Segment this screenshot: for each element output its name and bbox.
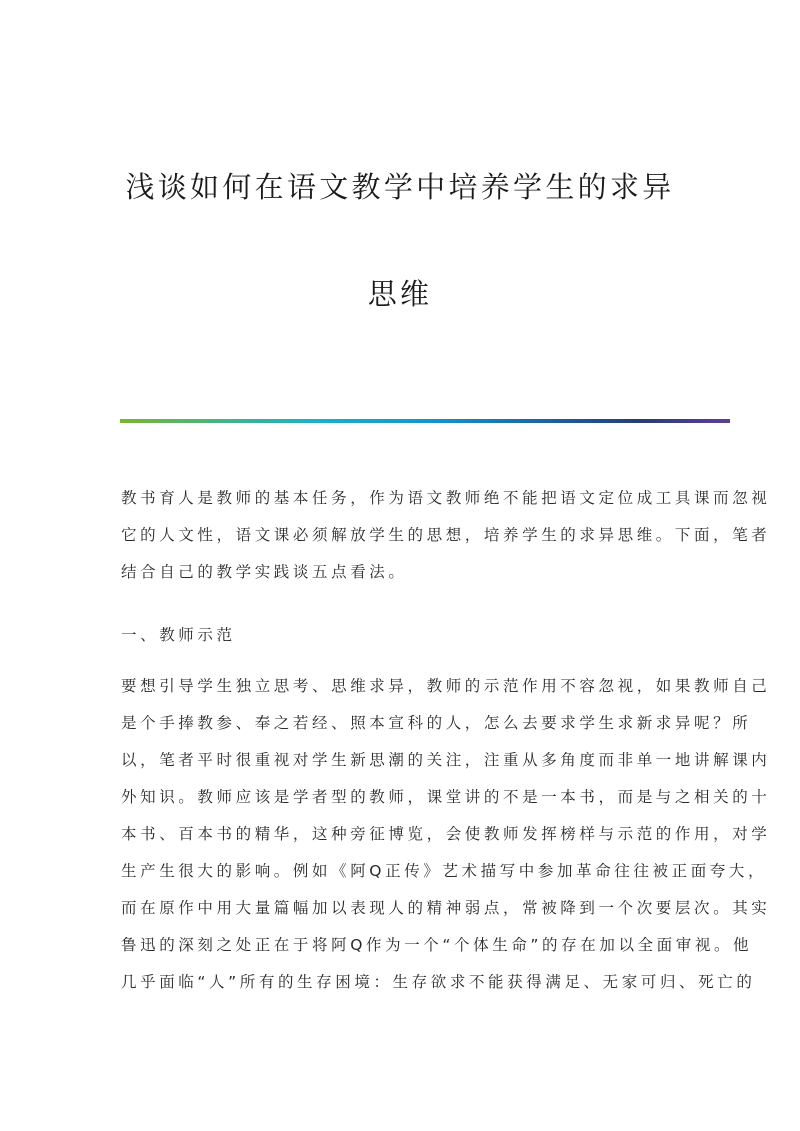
body-line: 以，笔者平时很重视对学生新思潮的关注，注重从多角度而非单一地讲解课内 bbox=[121, 751, 771, 769]
intro-line: 结合自己的教学实践谈五点看法。 bbox=[121, 563, 408, 581]
body-line: 鲁迅的深刻之处正在于将阿Q作为一个“个体生命”的存在加以全面审视。他 bbox=[121, 936, 753, 954]
body-line: 本书、百本书的精华，这种旁征博览，会使教师发挥榜样与示范的作用，对学 bbox=[121, 825, 771, 843]
body-line: 要想引导学生独立思考、思维求异，教师的示范作用不容忽视，如果教师自己 bbox=[121, 677, 771, 695]
gradient-divider bbox=[120, 419, 730, 423]
document-title-line-2: 思维 bbox=[367, 277, 433, 311]
body-line: 而在原作中用大量篇幅加以表现人的精神弱点，常被降到一个次要层次。其实 bbox=[121, 899, 771, 917]
intro-line: 教书育人是教师的基本任务，作为语文教师绝不能把语文定位成工具课而忽视 bbox=[121, 489, 771, 507]
body-line: 生产生很大的影响。例如《阿Q正传》艺术描写中参加革命往往被正面夸大， bbox=[121, 862, 768, 880]
intro-line: 它的人文性，语文课必须解放学生的思想，培养学生的求异思维。下面，笔者 bbox=[121, 526, 771, 544]
body-line: 外知识。教师应该是学者型的教师，课堂讲的不是一本书，而是与之相关的十 bbox=[121, 788, 771, 806]
body-line: 是个手捧教参、奉之若经、照本宣科的人，怎么去要求学生求新求异呢？所 bbox=[121, 714, 752, 732]
section-heading: 一、教师示范 bbox=[121, 626, 236, 644]
body-line: 几乎面临“人”所有的生存困境：生存欲求不能获得满足、无家可归、死亡的 bbox=[121, 973, 756, 991]
document-title-line-1: 浅谈如何在语文教学中培养学生的求异 bbox=[125, 170, 675, 204]
